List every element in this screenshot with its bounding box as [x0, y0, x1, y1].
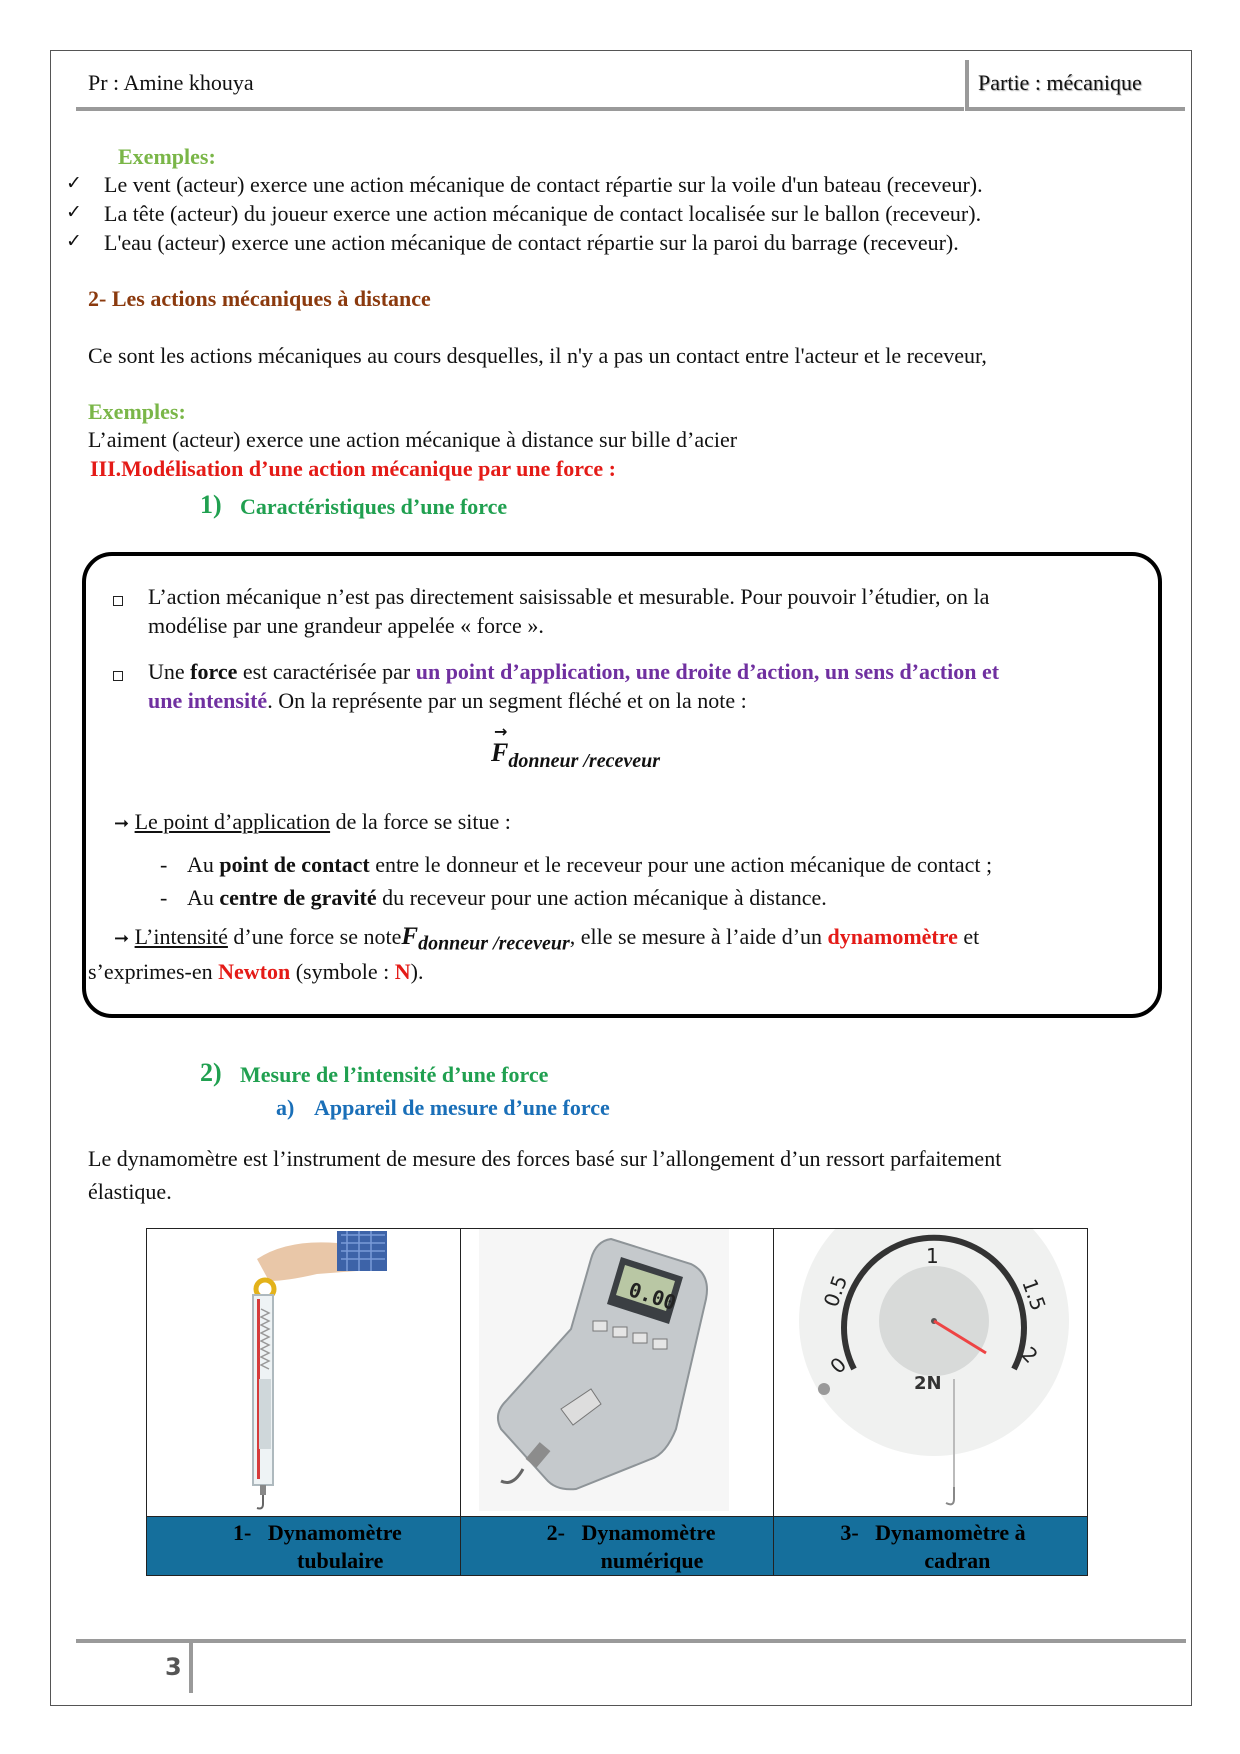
box-paragraph-force-2: une intensité. On la représente par un segment fléché et on la note : [148, 688, 747, 713]
image-cell-digital [460, 1229, 774, 1517]
page-number: 3 [165, 1653, 182, 1681]
svg-text:1.5: 1.5 [1017, 1275, 1052, 1314]
svg-text:0: 0 [825, 1352, 852, 1379]
svg-text:1: 1 [926, 1244, 940, 1268]
examples-title-2: Exemples: [88, 399, 186, 424]
section-text-distance: Ce sont les actions mécaniques au cours desquelles, il n'y a pas un contact entre l'acteur et le receveur, [88, 343, 987, 368]
image-cell-dial [774, 1229, 1088, 1517]
image-cell-tubular [147, 1229, 461, 1517]
svg-text:0.5: 0.5 [819, 1272, 853, 1311]
example-item: L'eau (acteur) exerce une action mécanique de contact répartie sur la paroi du barrage (receveur). [104, 230, 959, 255]
header-rule [76, 107, 964, 111]
box-paragraph-force: Une force est caractérisée par un point d’application, une droite d’action, un sens d’action et [148, 659, 1000, 684]
square-bullet-icon [113, 671, 123, 681]
subsubsection-title: Appareil de mesure d’une force [314, 1095, 610, 1120]
list-dash: - [160, 852, 168, 877]
list-dash: - [160, 885, 168, 910]
label-dial: 3- Dynamomètre à cadran [774, 1517, 1088, 1576]
application-point-line: ➞ Le point d’application de la force se situe : [114, 809, 511, 834]
check-icon: ✓ [66, 230, 82, 252]
force-notation: → $F_{donneur /receveur}$ [491, 722, 661, 773]
dynamometer-table [146, 1228, 1088, 1576]
svg-text:0.00: 0.00 [625, 1277, 679, 1315]
example-item: Le vent (acteur) exerce une action mécanique de contact répartie sur la voile d'un bateau (receveur). [104, 172, 983, 197]
svg-text:2N: 2N [914, 1373, 942, 1394]
header-rule-right [969, 107, 1185, 111]
footer-rule [76, 1639, 1186, 1643]
tubular-dynamometer-image [147, 1229, 459, 1511]
label-tubular: 1- Dynamomètre tubulaire [147, 1517, 461, 1576]
check-icon: ✓ [66, 172, 82, 194]
dynamometer-text: Le dynamomètre est l’instrument de mesure des forces basé sur l’allongement d’un ressort parfaitement [88, 1146, 1002, 1171]
example-text-2: L’aiment (acteur) exerce une action mécanique à distance sur bille d’acier [88, 427, 738, 452]
svg-text:2: 2 [1017, 1341, 1044, 1368]
footer-divider [189, 1639, 193, 1693]
box-paragraph-line: modélise par une grandeur appelée « force ». [148, 613, 544, 638]
section-title-distance: 2- Les actions mécaniques à distance [88, 286, 431, 311]
header-author: Pr : Amine khouya [88, 70, 254, 95]
check-icon: ✓ [66, 201, 82, 223]
arrow-icon: ➞ [114, 813, 130, 834]
header-part: Partie : mécanique [978, 70, 1142, 95]
subsection-title: Caractéristiques d’une force [240, 494, 508, 519]
digital-dynamometer-image [461, 1229, 773, 1511]
subsubsection-number: a) [276, 1095, 295, 1120]
dial-dynamometer-image [774, 1229, 1086, 1511]
box-paragraph-line: L’action mécanique n’est pas directement saisissable et mesurable. Pour pouvoir l’étudier, on la [148, 584, 990, 609]
example-item: La tête (acteur) du joueur exerce une action mécanique de contact localisée sur le ballon (receveur). [104, 201, 982, 226]
intensity-unit-line: s’exprimes-en Newton (symbole : N). [88, 959, 424, 984]
list-item-contact: Au point de contact entre le donneur et le receveur pour une action mécanique de contact ; [187, 852, 993, 877]
vector-arrow-icon: → [494, 722, 508, 741]
header-divider [965, 60, 969, 111]
subsection-number-2: 2) [200, 1058, 222, 1087]
examples-title: Exemples: [118, 144, 216, 169]
dynamometer-text-2: élastique. [88, 1179, 172, 1204]
subsection-title-2: Mesure de l’intensité d’une force [240, 1062, 549, 1087]
list-item-gravity: Au centre de gravité du receveur pour une action mécanique à distance. [187, 885, 827, 910]
arrow-icon: ➞ [114, 928, 130, 949]
intensity-line: ➞ L’intensité d’une force se noteF$_{donneur /receveur}$, elle se mesure à l’aide d’un dynamomètre et [114, 923, 980, 955]
subsection-number: 1) [200, 490, 222, 519]
section-title-modelisation: III.Modélisation d’une action mécanique par une force : [90, 456, 616, 481]
label-digital: 2- Dynamomètre numérique [460, 1517, 774, 1576]
square-bullet-icon [113, 596, 123, 606]
